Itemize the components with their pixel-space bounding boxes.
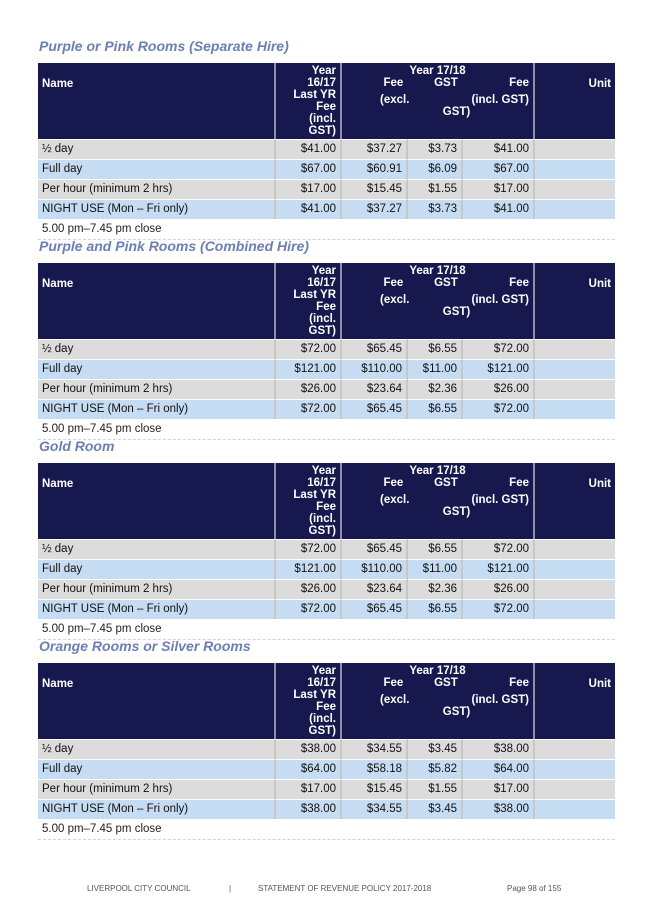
table-row xyxy=(38,539,615,559)
row-last-year-fee: $38.00 xyxy=(276,799,342,819)
header-incl: (incl. GST) xyxy=(471,94,529,106)
row-unit xyxy=(535,359,615,379)
row-fee-excl-gst: $65.45 xyxy=(342,399,408,419)
row-last-year-fee: $17.00 xyxy=(276,779,342,799)
header-year-prev: Year 16/17 xyxy=(307,65,336,89)
row-last-year-fee: $26.00 xyxy=(276,379,342,399)
fee-table-1 xyxy=(38,63,615,240)
header-name: Name xyxy=(38,463,276,539)
table-note-row xyxy=(38,619,615,640)
header-last-yr: Last YR xyxy=(293,489,336,501)
header-year-curr-title: Year 17/18 xyxy=(409,465,466,477)
row-gst: $11.00 xyxy=(408,559,463,579)
table-row xyxy=(38,379,615,399)
row-fee-excl-gst: $15.45 xyxy=(342,179,408,199)
row-unit xyxy=(535,599,615,619)
header-last-yr: Last YR xyxy=(293,89,336,101)
table-header-row xyxy=(38,663,615,739)
row-gst: $3.45 xyxy=(408,799,463,819)
row-name: Full day xyxy=(38,559,276,579)
table-header-row xyxy=(38,463,615,539)
row-unit xyxy=(535,159,615,179)
header-year-current xyxy=(342,663,535,739)
header-year-curr-title: Year 17/18 xyxy=(409,65,466,77)
fee-table-2 xyxy=(38,263,615,440)
header-year-current xyxy=(342,463,535,539)
header-incl-gst: (incl. GST) xyxy=(308,713,336,737)
header-fee-word: Fee xyxy=(316,101,336,113)
section-title: Gold Room xyxy=(39,438,115,454)
row-fee-excl-gst: $110.00 xyxy=(342,559,408,579)
row-last-year-fee: $72.00 xyxy=(276,399,342,419)
row-name: Per hour (minimum 2 hrs) xyxy=(38,179,276,199)
header-gst: GST xyxy=(434,277,458,289)
row-fee-excl-gst: $34.55 xyxy=(342,739,408,759)
row-fee-incl-gst: $67.00 xyxy=(463,159,535,179)
header-year-curr-title: Year 17/18 xyxy=(409,265,466,277)
header-fee-word: Fee xyxy=(316,301,336,313)
table-row xyxy=(38,359,615,379)
header-unit: Unit xyxy=(535,63,615,139)
row-last-year-fee: $41.00 xyxy=(276,199,342,219)
row-unit xyxy=(535,579,615,599)
header-fee-word: Fee xyxy=(316,501,336,513)
row-last-year-fee: $121.00 xyxy=(276,559,342,579)
header-year-curr-title: Year 17/18 xyxy=(409,665,466,677)
table-row xyxy=(38,799,615,819)
header-unit: Unit xyxy=(535,263,615,339)
row-unit xyxy=(535,759,615,779)
header-last-year-fee xyxy=(276,63,342,139)
row-fee-incl-gst: $38.00 xyxy=(463,739,535,759)
header-incl: (incl. GST) xyxy=(471,694,529,706)
row-name: Full day xyxy=(38,759,276,779)
row-last-year-fee: $72.00 xyxy=(276,599,342,619)
header-fee-incl: Fee xyxy=(509,77,529,89)
header-incl-gst: (incl. GST) xyxy=(308,113,336,137)
header-fee-incl: Fee xyxy=(509,277,529,289)
header-fee-incl: Fee xyxy=(509,677,529,689)
row-gst: $3.73 xyxy=(408,199,463,219)
row-fee-incl-gst: $72.00 xyxy=(463,539,535,559)
row-fee-incl-gst: $72.00 xyxy=(463,339,535,359)
row-name: ½ day xyxy=(38,539,276,559)
row-name: ½ day xyxy=(38,339,276,359)
row-fee-excl-gst: $37.27 xyxy=(342,199,408,219)
row-gst: $6.55 xyxy=(408,339,463,359)
header-gst: GST xyxy=(434,77,458,89)
row-last-year-fee: $17.00 xyxy=(276,179,342,199)
row-unit xyxy=(535,199,615,219)
header-incl: (incl. GST) xyxy=(471,294,529,306)
row-fee-incl-gst: $72.00 xyxy=(463,599,535,619)
row-gst: $1.55 xyxy=(408,779,463,799)
footer-doc-title: STATEMENT OF REVENUE POLICY 2017-2018 xyxy=(258,884,432,893)
row-fee-excl-gst: $65.45 xyxy=(342,539,408,559)
row-unit xyxy=(535,139,615,159)
row-unit xyxy=(535,399,615,419)
row-name: ½ day xyxy=(38,139,276,159)
fee-table-3 xyxy=(38,463,615,640)
row-fee-incl-gst: $121.00 xyxy=(463,359,535,379)
header-excl-gst: GST) xyxy=(442,506,471,518)
row-gst: $6.55 xyxy=(408,539,463,559)
row-gst: $6.55 xyxy=(408,399,463,419)
header-gst: GST xyxy=(434,477,458,489)
row-fee-excl-gst: $15.45 xyxy=(342,779,408,799)
table-row xyxy=(38,179,615,199)
row-gst: $3.73 xyxy=(408,139,463,159)
row-fee-incl-gst: $41.00 xyxy=(463,139,535,159)
header-excl-gst: GST) xyxy=(442,306,471,318)
header-fee: Fee xyxy=(383,477,404,489)
table-row xyxy=(38,159,615,179)
row-gst: $6.55 xyxy=(408,599,463,619)
row-note: 5.00 pm–7.45 pm close xyxy=(38,419,615,440)
header-incl: (incl. GST) xyxy=(471,494,529,506)
header-incl-gst: (incl. GST) xyxy=(308,513,336,537)
row-fee-incl-gst: $26.00 xyxy=(463,379,535,399)
header-last-year-fee xyxy=(276,263,342,339)
header-incl-gst: (incl. GST) xyxy=(308,313,336,337)
header-gst: GST xyxy=(434,677,458,689)
row-fee-incl-gst: $17.00 xyxy=(463,179,535,199)
row-fee-incl-gst: $17.00 xyxy=(463,779,535,799)
header-unit: Unit xyxy=(535,463,615,539)
header-last-year-fee xyxy=(276,663,342,739)
row-last-year-fee: $72.00 xyxy=(276,539,342,559)
row-name: Full day xyxy=(38,159,276,179)
header-year-prev: Year 16/17 xyxy=(307,665,336,689)
table-row xyxy=(38,579,615,599)
row-last-year-fee: $67.00 xyxy=(276,159,342,179)
row-fee-excl-gst: $58.18 xyxy=(342,759,408,779)
header-fee: Fee xyxy=(383,677,404,689)
row-gst: $11.00 xyxy=(408,359,463,379)
header-excl: (excl. xyxy=(380,494,410,506)
row-fee-incl-gst: $26.00 xyxy=(463,579,535,599)
row-fee-excl-gst: $110.00 xyxy=(342,359,408,379)
row-name: Full day xyxy=(38,359,276,379)
table-header-row xyxy=(38,263,615,339)
row-unit xyxy=(535,339,615,359)
header-excl-gst: GST) xyxy=(442,106,471,118)
footer-page-number: Page 98 of 155 xyxy=(507,884,562,893)
header-fee-incl: Fee xyxy=(509,477,529,489)
row-unit xyxy=(535,559,615,579)
table-row xyxy=(38,739,615,759)
row-name: ½ day xyxy=(38,739,276,759)
header-year-prev: Year 16/17 xyxy=(307,465,336,489)
header-excl: (excl. xyxy=(380,94,410,106)
row-gst: $5.82 xyxy=(408,759,463,779)
row-fee-excl-gst: $23.64 xyxy=(342,379,408,399)
row-fee-excl-gst: $65.45 xyxy=(342,599,408,619)
row-fee-incl-gst: $41.00 xyxy=(463,199,535,219)
footer-separator: | xyxy=(229,884,232,893)
table-note-row xyxy=(38,219,615,240)
row-fee-excl-gst: $60.91 xyxy=(342,159,408,179)
row-unit xyxy=(535,779,615,799)
header-name: Name xyxy=(38,63,276,139)
footer-org: LIVERPOOL CITY COUNCIL xyxy=(87,884,191,893)
header-last-year-fee xyxy=(276,463,342,539)
header-last-yr: Last YR xyxy=(293,689,336,701)
row-note: 5.00 pm–7.45 pm close xyxy=(38,819,615,840)
row-gst: $6.09 xyxy=(408,159,463,179)
row-last-year-fee: $64.00 xyxy=(276,759,342,779)
header-year-prev: Year 16/17 xyxy=(307,265,336,289)
header-name: Name xyxy=(38,263,276,339)
fee-table-4 xyxy=(38,663,615,840)
row-fee-incl-gst: $38.00 xyxy=(463,799,535,819)
header-year-current xyxy=(342,263,535,339)
section-title: Orange Rooms or Silver Rooms xyxy=(39,638,251,654)
header-year-current xyxy=(342,63,535,139)
row-name: NIGHT USE (Mon – Fri only) xyxy=(38,399,276,419)
table-row xyxy=(38,559,615,579)
header-excl: (excl. xyxy=(380,694,410,706)
row-last-year-fee: $121.00 xyxy=(276,359,342,379)
row-name: Per hour (minimum 2 hrs) xyxy=(38,579,276,599)
row-fee-incl-gst: $72.00 xyxy=(463,399,535,419)
row-gst: $1.55 xyxy=(408,179,463,199)
header-excl-gst: GST) xyxy=(442,706,471,718)
table-note-row xyxy=(38,419,615,440)
table-note-row xyxy=(38,819,615,840)
row-name: NIGHT USE (Mon – Fri only) xyxy=(38,799,276,819)
row-unit xyxy=(535,799,615,819)
table-row xyxy=(38,599,615,619)
row-last-year-fee: $38.00 xyxy=(276,739,342,759)
row-name: NIGHT USE (Mon – Fri only) xyxy=(38,199,276,219)
row-last-year-fee: $41.00 xyxy=(276,139,342,159)
row-gst: $3.45 xyxy=(408,739,463,759)
table-row xyxy=(38,399,615,419)
row-name: Per hour (minimum 2 hrs) xyxy=(38,379,276,399)
row-fee-excl-gst: $65.45 xyxy=(342,339,408,359)
row-last-year-fee: $72.00 xyxy=(276,339,342,359)
table-row xyxy=(38,139,615,159)
row-unit xyxy=(535,739,615,759)
row-last-year-fee: $26.00 xyxy=(276,579,342,599)
row-fee-incl-gst: $64.00 xyxy=(463,759,535,779)
table-row xyxy=(38,339,615,359)
row-fee-excl-gst: $23.64 xyxy=(342,579,408,599)
table-row xyxy=(38,779,615,799)
row-unit xyxy=(535,379,615,399)
header-last-yr: Last YR xyxy=(293,289,336,301)
row-note: 5.00 pm–7.45 pm close xyxy=(38,619,615,640)
row-name: NIGHT USE (Mon – Fri only) xyxy=(38,599,276,619)
row-name: Per hour (minimum 2 hrs) xyxy=(38,779,276,799)
row-fee-incl-gst: $121.00 xyxy=(463,559,535,579)
row-unit xyxy=(535,179,615,199)
header-unit: Unit xyxy=(535,663,615,739)
table-row xyxy=(38,759,615,779)
header-fee: Fee xyxy=(383,277,404,289)
row-gst: $2.36 xyxy=(408,579,463,599)
row-gst: $2.36 xyxy=(408,379,463,399)
header-fee-word: Fee xyxy=(316,701,336,713)
section-title: Purple and Pink Rooms (Combined Hire) xyxy=(39,238,309,254)
header-fee: Fee xyxy=(383,77,404,89)
table-header-row xyxy=(38,63,615,139)
row-fee-excl-gst: $37.27 xyxy=(342,139,408,159)
header-name: Name xyxy=(38,663,276,739)
row-note: 5.00 pm–7.45 pm close xyxy=(38,219,615,240)
table-row xyxy=(38,199,615,219)
section-title: Purple or Pink Rooms (Separate Hire) xyxy=(39,38,289,54)
row-unit xyxy=(535,539,615,559)
header-excl: (excl. xyxy=(380,294,410,306)
row-fee-excl-gst: $34.55 xyxy=(342,799,408,819)
